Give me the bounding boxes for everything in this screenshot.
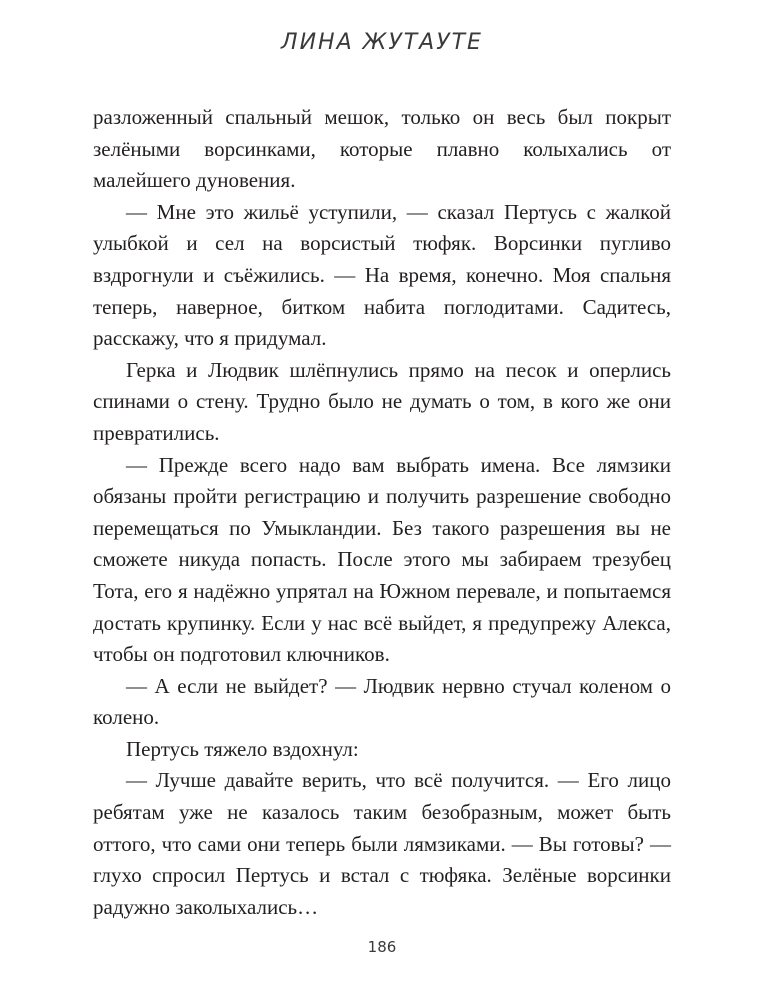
body-text (93, 102, 671, 923)
paragraph: — А если не выйдет? — Людвик нервно стучал коленом о колено. (93, 673, 671, 730)
paragraph: — Лучше давайте верить, что всё получится. — Его лицо ребятам уже не казалось таким безобразным, может быть оттого, что сами они теперь были лямзиками. — Вы готовы? — глухо спросил Пертусь и встал с тюфяка. Зелёные ворсинки радужно заколыхались… (93, 768, 671, 919)
paragraph: Герка и Людвик шлёпнулись прямо на песок и оперлись спинами о стену. Трудно было не думать о том, в кого же они превратились. (93, 357, 671, 445)
paragraph: — Мне это жильё уступили, — сказал Пертусь с жалкой улыбкой и сел на ворсистый тюфяк. Ворсинки пугливо вздрогнули и съёжились. — На время, конечно. Моя спальня теперь, наверное, битком набита поглодитами. Садитесь, расскажу, что я придумал. (93, 199, 671, 351)
paragraph: — Прежде всего надо вам выбрать имена. Все лямзики обязаны пройти регистрацию и получить разрешение свободно перемещаться по Умыкландии. Без такого разрешения вы не сможете никуда попасть. После этого мы забираем трезубец Тота, его я надёжно упрятал на Южном перевале, и попытаемся достать крупинку. Если у нас всё выйдет, я предупрежу Алекса, чтобы он подготовил ключников. (93, 452, 671, 667)
paragraph: Пертусь тяжело вздохнул: (126, 736, 359, 761)
page-number: 186 (367, 938, 397, 956)
running-head-author: ЛИНА ЖУТАУТЕ (281, 30, 483, 55)
paragraph: разложенный спальный мешок, только он весь был покрыт зелёными ворсинками, которые плавно колыхались от малейшего дуновения. (93, 105, 671, 193)
